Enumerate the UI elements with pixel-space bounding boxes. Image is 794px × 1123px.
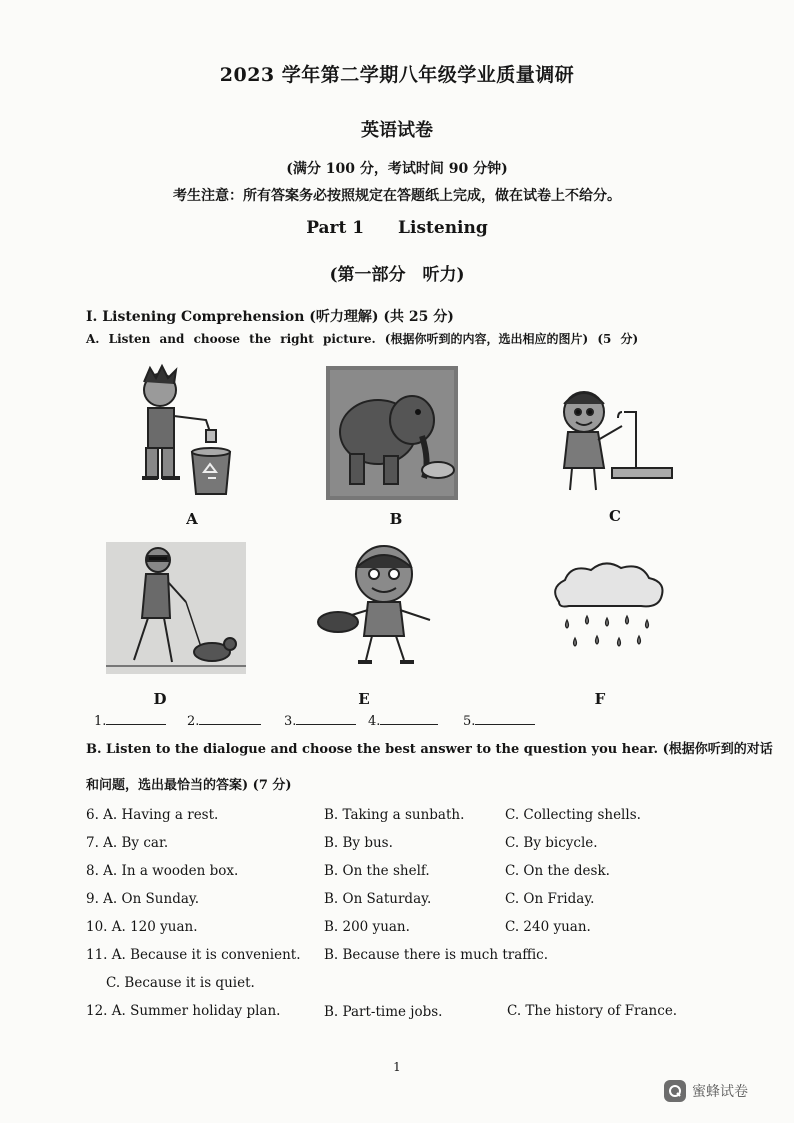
answer-blank-2[interactable]: 2. bbox=[187, 712, 261, 729]
question-8-option-c: C. On the desk. bbox=[505, 863, 610, 879]
picture-letter-b: B bbox=[389, 510, 403, 528]
section-b-instruction-cont: 和问题，选出最恰当的答案) (7 分) bbox=[86, 778, 292, 793]
question-12-option-b: B. Part-time jobs. bbox=[324, 1004, 443, 1020]
part-heading bbox=[0, 218, 794, 238]
question-12-option-c: C. The history of France. bbox=[507, 1003, 678, 1019]
picture-letter-f: F bbox=[594, 690, 606, 708]
section-b-instruction: B. Listen to the dialogue and choose the best answer to the question you hear. (根据你听到的对话 bbox=[86, 742, 773, 757]
question-6-option-c: C. Collecting shells. bbox=[505, 807, 641, 823]
question-11-option-a: 11. A. Because it is convenient. bbox=[86, 947, 301, 963]
question-10-option-a: 10. A. 120 yuan. bbox=[86, 919, 198, 935]
watermark bbox=[664, 1080, 748, 1102]
picture-letter-a: A bbox=[186, 510, 198, 528]
part-name: Listening bbox=[398, 218, 488, 238]
question-12-option-a: 12. A. Summer holiday plan. bbox=[86, 1003, 281, 1019]
question-10-option-b: B. 200 yuan. bbox=[324, 919, 410, 935]
part-heading-cn: (第一部分 听力) bbox=[329, 265, 465, 285]
question-7-option-c: C. By bicycle. bbox=[505, 835, 598, 851]
question-6-option-b: B. Taking a sunbath. bbox=[324, 807, 465, 823]
section-title: I. Listening Comprehension (听力理解) (共 25 分) bbox=[86, 309, 454, 325]
section-a-instruction: A. Listen and choose the right picture. (根据你听到的内容，选出相应的图片) (5 分) bbox=[86, 332, 639, 346]
question-11-option-c: C. Because it is quiet. bbox=[106, 975, 255, 991]
answer-blank-4[interactable]: 4. bbox=[368, 712, 438, 729]
picture-letter-e: E bbox=[358, 690, 370, 708]
picture-letter-c: C bbox=[609, 507, 621, 525]
boy-recycling-icon bbox=[122, 360, 240, 500]
girl-at-tap-icon bbox=[538, 382, 678, 494]
question-11-option-b: B. Because there is much traffic. bbox=[324, 947, 549, 963]
part-label: Part 1 bbox=[306, 218, 365, 238]
question-9-option-c: C. On Friday. bbox=[505, 891, 595, 907]
elephant-icon bbox=[326, 366, 458, 500]
exam-notice: 考生注意：所有答案务必按照规定在答题纸上完成，做在试卷上不给分。 bbox=[173, 188, 621, 204]
question-6-option-a: 6. A. Having a rest. bbox=[86, 807, 219, 823]
rain-cloud-icon bbox=[545, 558, 671, 658]
question-7-option-a: 7. A. By car. bbox=[86, 835, 169, 851]
man-walking-dog-icon bbox=[106, 542, 246, 674]
question-9-option-a: 9. A. On Sunday. bbox=[86, 891, 200, 907]
boy-frisbee-icon bbox=[308, 540, 458, 672]
subject-title: 英语试卷 bbox=[361, 120, 433, 141]
watermark-text: 蜜蜂试卷 bbox=[692, 1084, 748, 1100]
question-10-option-c: C. 240 yuan. bbox=[505, 919, 591, 935]
answer-blank-5[interactable]: 5. bbox=[463, 712, 535, 729]
answer-blank-3[interactable]: 3. bbox=[284, 712, 356, 729]
question-8-option-b: B. On the shelf. bbox=[324, 863, 430, 879]
picture-letter-d: D bbox=[153, 690, 167, 708]
question-8-option-a: 8. A. In a wooden box. bbox=[86, 863, 239, 879]
exam-meta: (满分 100 分，考试时间 90 分钟) bbox=[286, 161, 508, 177]
page-number: 1 bbox=[393, 1060, 401, 1074]
question-7-option-b: B. By bus. bbox=[324, 835, 393, 851]
exam-title: 2023 学年第二学期八年级学业质量调研 bbox=[219, 64, 575, 86]
bee-logo-icon bbox=[664, 1080, 686, 1102]
answer-blank-1[interactable]: 1. bbox=[94, 712, 166, 729]
question-9-option-b: B. On Saturday. bbox=[324, 891, 432, 907]
